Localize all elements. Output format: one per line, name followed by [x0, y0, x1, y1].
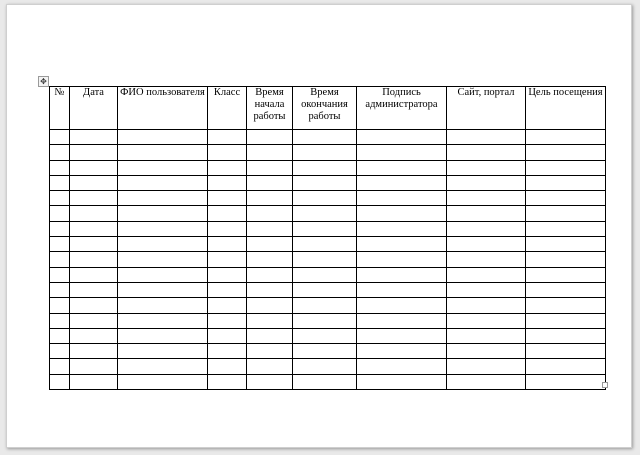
- table-cell[interactable]: [447, 237, 526, 252]
- table-cell[interactable]: [447, 267, 526, 282]
- table-cell[interactable]: [247, 359, 293, 374]
- table-cell[interactable]: [50, 344, 70, 359]
- table-cell[interactable]: [293, 237, 357, 252]
- table-cell[interactable]: [447, 130, 526, 145]
- table-cell[interactable]: [50, 359, 70, 374]
- table-cell[interactable]: [70, 252, 118, 267]
- table-cell[interactable]: [247, 252, 293, 267]
- table-cell[interactable]: [118, 374, 208, 389]
- table-cell[interactable]: [70, 237, 118, 252]
- table-cell[interactable]: [526, 221, 606, 236]
- table-cell[interactable]: [50, 145, 70, 160]
- table-cell[interactable]: [70, 282, 118, 297]
- table-cell[interactable]: [118, 237, 208, 252]
- table-cell[interactable]: [50, 252, 70, 267]
- table-cell[interactable]: [118, 175, 208, 190]
- header-admin-signature: Подпись администратора: [357, 87, 447, 130]
- table-cell[interactable]: [70, 344, 118, 359]
- table-resize-handle[interactable]: [602, 382, 608, 388]
- table-cell[interactable]: [50, 298, 70, 313]
- table-cell[interactable]: [50, 130, 70, 145]
- table-cell[interactable]: [208, 252, 247, 267]
- table-cell[interactable]: [293, 206, 357, 221]
- table-row: [50, 206, 606, 221]
- table-cell[interactable]: [293, 252, 357, 267]
- table-cell[interactable]: [247, 160, 293, 175]
- table-row: [50, 282, 606, 297]
- table-cell[interactable]: [447, 175, 526, 190]
- header-class: Класс: [208, 87, 247, 130]
- header-visit-purpose: Цель посещения: [526, 87, 606, 130]
- table-cell[interactable]: [447, 206, 526, 221]
- table-cell[interactable]: [526, 313, 606, 328]
- table-cell[interactable]: [293, 344, 357, 359]
- table-cell[interactable]: [208, 344, 247, 359]
- table-cell[interactable]: [208, 145, 247, 160]
- table-cell[interactable]: [447, 298, 526, 313]
- table-cell[interactable]: [50, 374, 70, 389]
- table-cell[interactable]: [357, 160, 447, 175]
- table-cell[interactable]: [447, 328, 526, 343]
- table-cell[interactable]: [70, 175, 118, 190]
- table-cell[interactable]: [70, 313, 118, 328]
- table-cell[interactable]: [118, 221, 208, 236]
- table-row: [50, 313, 606, 328]
- table-cell[interactable]: [526, 267, 606, 282]
- table-cell[interactable]: [526, 359, 606, 374]
- table-cell[interactable]: [50, 328, 70, 343]
- table-move-handle-icon[interactable]: ✥: [38, 76, 49, 87]
- table-cell[interactable]: [447, 282, 526, 297]
- table-cell[interactable]: [208, 191, 247, 206]
- table-cell[interactable]: [208, 374, 247, 389]
- table-row: [50, 344, 606, 359]
- table-cell[interactable]: [447, 160, 526, 175]
- table-cell[interactable]: [293, 221, 357, 236]
- table-cell[interactable]: [526, 237, 606, 252]
- table-cell[interactable]: [247, 328, 293, 343]
- header-user-name: ФИО пользователя: [118, 87, 208, 130]
- table-cell[interactable]: [208, 237, 247, 252]
- table-cell[interactable]: [293, 374, 357, 389]
- table-cell[interactable]: [447, 374, 526, 389]
- table-cell[interactable]: [293, 328, 357, 343]
- table-cell[interactable]: [70, 221, 118, 236]
- table-cell[interactable]: [526, 206, 606, 221]
- table-cell[interactable]: [447, 191, 526, 206]
- table-cell[interactable]: [208, 175, 247, 190]
- table-cell[interactable]: [357, 359, 447, 374]
- table-cell[interactable]: [208, 298, 247, 313]
- table-cell[interactable]: [247, 313, 293, 328]
- table-row: [50, 175, 606, 190]
- table-cell[interactable]: [357, 328, 447, 343]
- table-cell[interactable]: [208, 160, 247, 175]
- table-cell[interactable]: [357, 175, 447, 190]
- document-page: [6, 4, 632, 448]
- table-cell[interactable]: [293, 267, 357, 282]
- header-number: №: [50, 87, 70, 130]
- table-cell[interactable]: [357, 298, 447, 313]
- table-cell[interactable]: [118, 298, 208, 313]
- table-cell[interactable]: [118, 267, 208, 282]
- table-cell[interactable]: [293, 298, 357, 313]
- table-cell[interactable]: [526, 175, 606, 190]
- table-cell[interactable]: [526, 328, 606, 343]
- table-cell[interactable]: [357, 344, 447, 359]
- table-cell[interactable]: [50, 221, 70, 236]
- table-cell[interactable]: [526, 191, 606, 206]
- table-cell[interactable]: [357, 237, 447, 252]
- table-row: [50, 237, 606, 252]
- table-cell[interactable]: [357, 252, 447, 267]
- table-cell[interactable]: [526, 160, 606, 175]
- table-cell[interactable]: [50, 160, 70, 175]
- table-cell[interactable]: [247, 237, 293, 252]
- table-cell[interactable]: [447, 252, 526, 267]
- table-row: [50, 328, 606, 343]
- table-cell[interactable]: [208, 359, 247, 374]
- table-row: [50, 252, 606, 267]
- table-cell[interactable]: [526, 145, 606, 160]
- table-cell[interactable]: [293, 175, 357, 190]
- table-cell[interactable]: [50, 282, 70, 297]
- table-cell[interactable]: [293, 130, 357, 145]
- table-cell[interactable]: [208, 267, 247, 282]
- table-cell[interactable]: [208, 282, 247, 297]
- table-row: [50, 145, 606, 160]
- table-cell[interactable]: [208, 206, 247, 221]
- table-cell[interactable]: [50, 175, 70, 190]
- table-cell[interactable]: [70, 359, 118, 374]
- table-cell[interactable]: [447, 145, 526, 160]
- table-body: [50, 130, 606, 390]
- table-row: [50, 267, 606, 282]
- table-cell[interactable]: [526, 374, 606, 389]
- table-cell[interactable]: [247, 344, 293, 359]
- table-cell[interactable]: [247, 267, 293, 282]
- table-cell[interactable]: [208, 328, 247, 343]
- table-cell[interactable]: [70, 328, 118, 343]
- visit-log-table: [49, 86, 606, 390]
- table-cell[interactable]: [357, 221, 447, 236]
- table-cell[interactable]: [118, 282, 208, 297]
- table-cell[interactable]: [50, 237, 70, 252]
- table-cell[interactable]: [357, 374, 447, 389]
- table-cell[interactable]: [50, 191, 70, 206]
- table-cell[interactable]: [247, 298, 293, 313]
- header-end-time: Время окончания работы: [293, 87, 357, 130]
- table-row: [50, 130, 606, 145]
- table-cell[interactable]: [293, 145, 357, 160]
- table-cell[interactable]: [208, 313, 247, 328]
- table-cell[interactable]: [526, 130, 606, 145]
- table-cell[interactable]: [293, 191, 357, 206]
- table-cell[interactable]: [118, 328, 208, 343]
- table-cell[interactable]: [357, 145, 447, 160]
- table-cell[interactable]: [70, 206, 118, 221]
- table-cell[interactable]: [526, 282, 606, 297]
- table-cell[interactable]: [247, 206, 293, 221]
- table-cell[interactable]: [118, 313, 208, 328]
- table-cell[interactable]: [118, 130, 208, 145]
- table-cell[interactable]: [118, 359, 208, 374]
- table-cell[interactable]: [50, 206, 70, 221]
- table-cell[interactable]: [526, 344, 606, 359]
- table-cell[interactable]: [118, 145, 208, 160]
- table-row: [50, 160, 606, 175]
- table-cell[interactable]: [118, 252, 208, 267]
- table-cell[interactable]: [118, 160, 208, 175]
- table-row: [50, 191, 606, 206]
- table-cell[interactable]: [247, 282, 293, 297]
- table-cell[interactable]: [70, 374, 118, 389]
- table-cell[interactable]: [357, 130, 447, 145]
- table-cell[interactable]: [247, 191, 293, 206]
- table-cell[interactable]: [293, 160, 357, 175]
- table-cell[interactable]: [447, 344, 526, 359]
- table-cell[interactable]: [293, 313, 357, 328]
- table-row: [50, 359, 606, 374]
- table-cell[interactable]: [50, 267, 70, 282]
- table-cell[interactable]: [70, 191, 118, 206]
- table-cell[interactable]: [357, 282, 447, 297]
- table-cell[interactable]: [526, 298, 606, 313]
- table-cell[interactable]: [118, 206, 208, 221]
- table-cell[interactable]: [293, 359, 357, 374]
- table-cell[interactable]: [293, 282, 357, 297]
- table-cell[interactable]: [447, 221, 526, 236]
- table-cell[interactable]: [118, 344, 208, 359]
- table-cell[interactable]: [208, 221, 247, 236]
- header-start-time: Время начала работы: [247, 87, 293, 130]
- table-cell[interactable]: [357, 191, 447, 206]
- header-date: Дата: [70, 87, 118, 130]
- table-cell[interactable]: [247, 145, 293, 160]
- table-cell[interactable]: [247, 130, 293, 145]
- table-header-row: [50, 87, 606, 130]
- header-site-portal: Сайт, портал: [447, 87, 526, 130]
- table-cell[interactable]: [357, 206, 447, 221]
- table-cell[interactable]: [70, 160, 118, 175]
- table-row: [50, 298, 606, 313]
- table-cell[interactable]: [208, 130, 247, 145]
- table-row: [50, 221, 606, 236]
- table-cell[interactable]: [526, 252, 606, 267]
- table-row: [50, 374, 606, 389]
- table-cell[interactable]: [70, 267, 118, 282]
- table-cell[interactable]: [70, 145, 118, 160]
- table-cell[interactable]: [70, 298, 118, 313]
- table-cell[interactable]: [447, 313, 526, 328]
- table-cell[interactable]: [247, 221, 293, 236]
- table-cell[interactable]: [247, 175, 293, 190]
- table-cell[interactable]: [447, 359, 526, 374]
- table-cell[interactable]: [118, 191, 208, 206]
- table-cell[interactable]: [50, 313, 70, 328]
- table-cell[interactable]: [70, 130, 118, 145]
- table-cell[interactable]: [357, 267, 447, 282]
- table-cell[interactable]: [357, 313, 447, 328]
- table-cell[interactable]: [247, 374, 293, 389]
